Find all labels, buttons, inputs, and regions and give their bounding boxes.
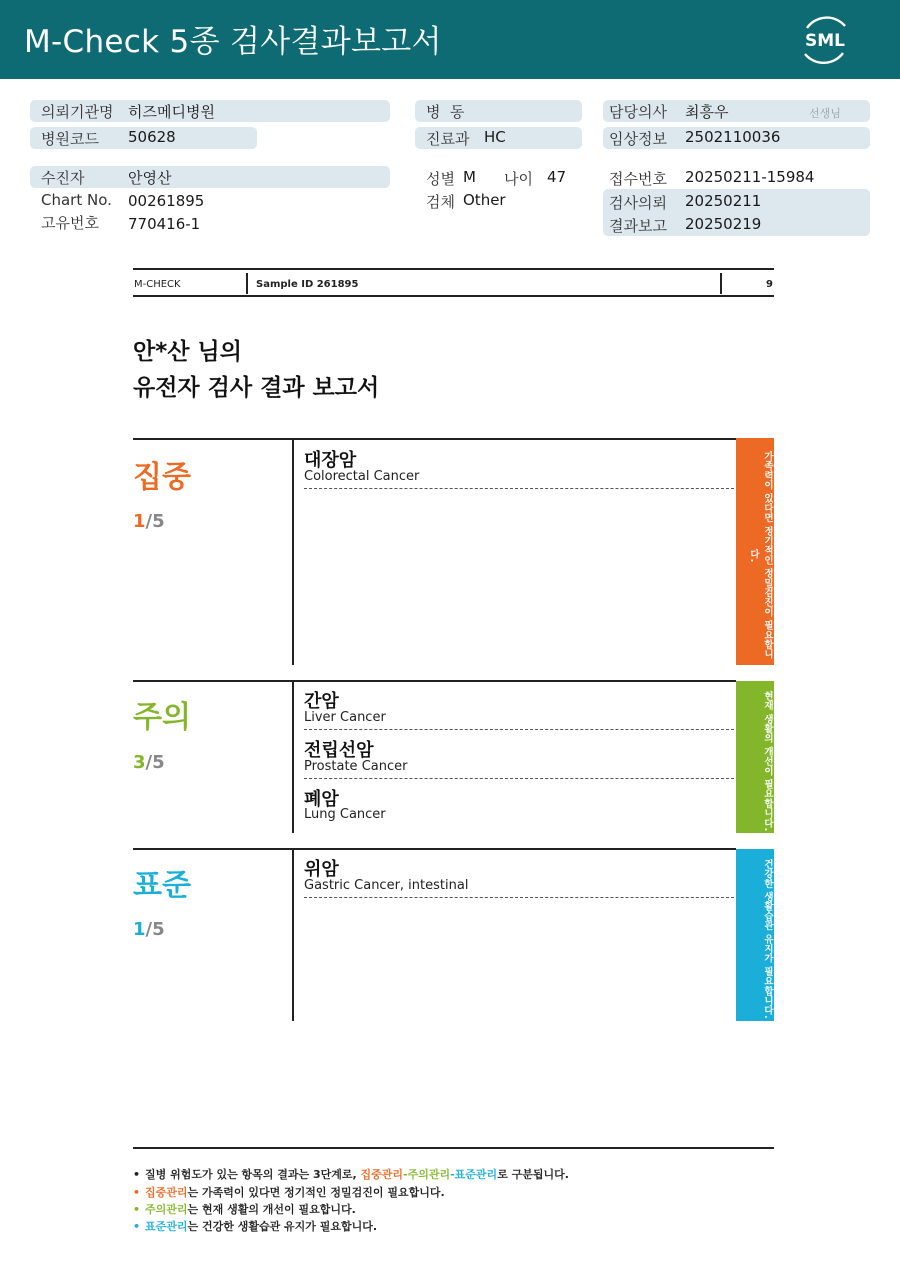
footer-note-4 [133,1218,377,1234]
footer-rule [133,1147,774,1149]
sml-logo-icon [797,12,853,68]
page-number: 9 [766,279,773,290]
section-focus-side-text: 가족력이 있다면 정기적인 정밀검진이 필요합니다. [748,451,773,660]
header-top-rule [133,268,774,270]
section-standard-top-rule [133,848,736,850]
section-caution-top-rule [133,680,736,682]
logo-text: SML [805,31,845,51]
item-liver-en: Liver Cancer [304,710,386,725]
item-colorectal-en: Colorectal Cancer [304,469,420,484]
footer-note-2-rest: 는 가족력이 있다면 정기적인 정밀검진이 필요합니다. [187,1186,445,1199]
doctor-suffix: 선생님 [809,107,841,120]
section-standard-title: 표준 [133,868,191,903]
footer-note-4-rest: 는 건강한 생활습관 유지가 필요합니다. [187,1220,378,1233]
item-prostate-ko: 전립선암 [304,740,374,761]
patient-label: 수진자 [41,169,85,187]
dept-label: 진료과 [426,130,470,148]
institution-value: 히즈메디병원 [128,103,215,121]
footer-note-1-pre: 질병 위험도가 있는 항목의 결과는 3단계로, [145,1168,361,1181]
section-caution-count-number: 3 [133,752,146,773]
section-focus-title: 집중 [133,460,191,495]
header-left-label: M-CHECK [134,279,181,290]
unique-label: 고유번호 [41,214,99,232]
header-divider-left [246,273,248,294]
bullet: • [133,1168,141,1181]
hospital-code-label: 병원코드 [41,130,99,148]
sex-value: M [463,168,476,186]
institution-label: 의뢰기관명 [41,103,114,121]
receipt-value: 20250211-15984 [685,168,815,186]
ward-label: 병 동 [426,103,465,121]
dept-value: HC [484,128,506,146]
section-focus-count-number: 1 [133,511,146,532]
section-caution-count-total: /5 [145,752,165,773]
chart-label: Chart No. [41,191,112,209]
bullet: • [133,1203,141,1216]
greeting-line-1: 안*산 님의 [133,339,242,365]
section-caution-side-bar [736,681,774,833]
section-standard-side-text: 건강한 생활습관 유지가 필요합니다. [762,859,773,1019]
section-focus-side-bar [736,438,774,665]
item-lung-ko: 폐암 [304,789,339,810]
result-label: 결과보고 [609,217,667,235]
footer-key-caution: 주의관리 [407,1168,451,1181]
bullet: • [133,1186,141,1199]
section-standard-count-number: 1 [133,919,146,940]
request-label: 검사의뢰 [609,194,667,212]
section-focus-top-rule [133,438,736,440]
footer-sep-1: - [403,1168,408,1181]
item-gastric-ko: 위암 [304,859,339,880]
section-focus-divider [292,440,294,665]
footer-note-1-post: 로 구분됩니다. [497,1168,569,1181]
header-divider-right [720,273,722,294]
doctor-label: 담당의사 [609,103,667,121]
age-value: 47 [547,168,567,186]
report-header-band [0,0,900,79]
footer-key-standard: 표준관리 [454,1168,498,1181]
footer-sep-2: - [450,1168,455,1181]
section-caution-divider [292,682,294,833]
footer-note-3-rest: 는 현재 생활의 개선이 필요합니다. [187,1203,356,1216]
section-caution-side-text: 현재 생활의 개선이 필요합니다. [762,690,773,832]
hospital-code-value: 50628 [128,128,176,146]
footer-key-focus: 집중관리 [360,1168,403,1181]
section-standard-side-bar [736,849,774,1021]
footer-note-1 [133,1166,569,1182]
chart-value: 00261895 [128,192,205,210]
section-standard-count [133,919,165,940]
section-focus-count-total: /5 [145,511,165,532]
item-separator [304,488,734,489]
footer-note-3 [133,1201,356,1217]
section-standard-count-total: /5 [145,919,165,940]
unique-value: 770416-1 [128,215,201,233]
specimen-value: Other [463,191,506,209]
section-standard-divider [292,850,294,1021]
result-value: 20250219 [685,215,762,233]
section-caution-count [133,752,165,773]
footer-note-4-key: 표준관리 [145,1220,188,1233]
item-separator [304,729,734,730]
item-liver-ko: 간암 [304,691,339,712]
specimen-label: 검체 [426,193,455,211]
patient-value: 안영산 [128,169,172,187]
item-prostate-en: Prostate Cancer [304,759,408,774]
item-lung-en: Lung Cancer [304,807,386,822]
sample-id: Sample ID 261895 [256,279,359,290]
section-caution-title: 주의 [133,700,191,735]
sex-label: 성별 [426,170,455,188]
greeting-line-2: 유전자 검사 결과 보고서 [133,375,380,401]
age-label: 나이 [504,170,533,188]
report-title: M-Check 5종 검사결과보고서 [24,24,442,60]
section-focus-count [133,511,165,532]
header-bottom-rule [133,295,774,297]
footer-note-3-key: 주의관리 [145,1203,188,1216]
request-value: 20250211 [685,192,762,210]
footer-note-2-key: 집중관리 [145,1186,188,1199]
clinical-label: 임상정보 [609,130,667,148]
doctor-value: 최흥우 [685,103,729,121]
receipt-label: 접수번호 [609,170,667,188]
clinical-value: 2502110036 [685,128,781,146]
item-gastric-en: Gastric Cancer, intestinal [304,878,469,893]
item-separator [304,778,734,779]
footer-note-2 [133,1184,445,1200]
report-greeting [133,334,379,406]
bullet: • [133,1220,141,1233]
item-colorectal-ko: 대장암 [304,450,357,471]
item-separator [304,897,734,898]
